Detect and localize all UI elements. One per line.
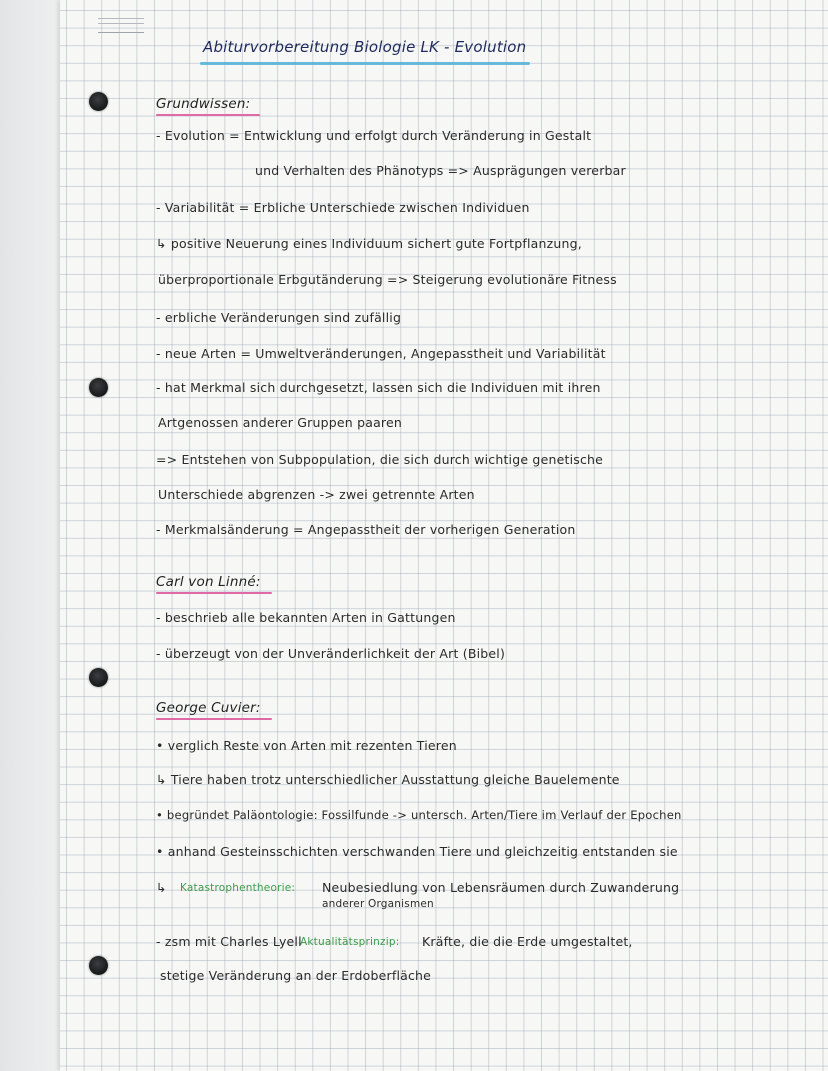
page-title: Abiturvorbereitung Biologie LK - Evolution <box>203 38 527 56</box>
note-line: - erbliche Veränderungen sind zufällig <box>156 310 402 325</box>
note-line: • verglich Reste von Arten mit rezenten Tieren <box>156 738 457 753</box>
punch-hole-icon <box>89 956 108 975</box>
note-line: überproportionale Erbgutänderung => Steigerung evolutionäre Fitness <box>158 272 617 287</box>
note-line: - Variabilität = Erbliche Unterschiede zwischen Individuen <box>156 200 530 215</box>
note-line: - Merkmalsänderung = Angepasstheit der vorherigen Generation <box>156 522 576 537</box>
note-line: - zsm mit Charles Lyell <box>156 934 302 949</box>
heading-underline <box>156 114 260 116</box>
heading-underline <box>156 718 272 720</box>
note-line: Neubesiedlung von Lebensräumen durch Zuwanderung <box>322 880 680 895</box>
title-underline <box>200 62 530 65</box>
punch-hole-icon <box>89 378 108 397</box>
note-line: • anhand Gesteinsschichten verschwanden Tiere und gleichzeitig entstanden sie <box>156 844 678 859</box>
corner-mark <box>98 32 144 37</box>
note-line: Artgenossen anderer Gruppen paaren <box>158 415 403 430</box>
heading-cuvier: George Cuvier: <box>156 700 261 716</box>
note-line: Kräfte, die die Erde umgestaltet, <box>422 934 633 949</box>
heading-grundwissen: Grundwissen: <box>156 96 251 112</box>
punch-hole-icon <box>89 92 108 111</box>
punch-hole-icon <box>89 668 108 687</box>
note-line: Unterschiede abgrenzen -> zwei getrennte Arten <box>158 487 475 502</box>
note-line: ↳ positive Neuerung eines Individuum sichert gute Fortpflanzung, <box>156 236 582 251</box>
note-line: - überzeugt von der Unveränderlichkeit der Art (Bibel) <box>156 646 506 661</box>
note-line: anderer Organismen <box>322 898 434 910</box>
term-aktualitaetsprinzip: Aktualitätsprinzip: <box>300 936 400 948</box>
note-line: => Entstehen von Subpopulation, die sich durch wichtige genetische <box>156 452 604 467</box>
note-line: - neue Arten = Umweltveränderungen, Angepasstheit und Variabilität <box>156 346 606 361</box>
arrow-glyph: ↳ <box>156 880 167 895</box>
heading-linne: Carl von Linné: <box>156 574 261 590</box>
corner-mark <box>98 18 144 24</box>
note-line: - Evolution = Entwicklung und erfolgt durch Veränderung in Gestalt <box>156 128 592 143</box>
note-line: - hat Merkmal sich durchgesetzt, lassen sich die Individuen mit ihren <box>156 380 601 395</box>
note-line: ↳ Tiere haben trotz unterschiedlicher Ausstattung gleiche Bauelemente <box>156 772 620 787</box>
term-katastrophentheorie: Katastrophentheorie: <box>180 882 296 894</box>
note-line: - beschrieb alle bekannten Arten in Gattungen <box>156 610 456 625</box>
note-line: stetige Veränderung an der Erdoberfläche <box>160 968 432 983</box>
note-line: und Verhalten des Phänotyps => Ausprägungen vererbar <box>255 163 626 178</box>
paper-edge <box>0 0 62 1071</box>
note-line: • begründet Paläontologie: Fossilfunde -> untersch. Arten/Tiere im Verlauf der Epochen <box>156 808 682 822</box>
heading-underline <box>156 592 272 594</box>
